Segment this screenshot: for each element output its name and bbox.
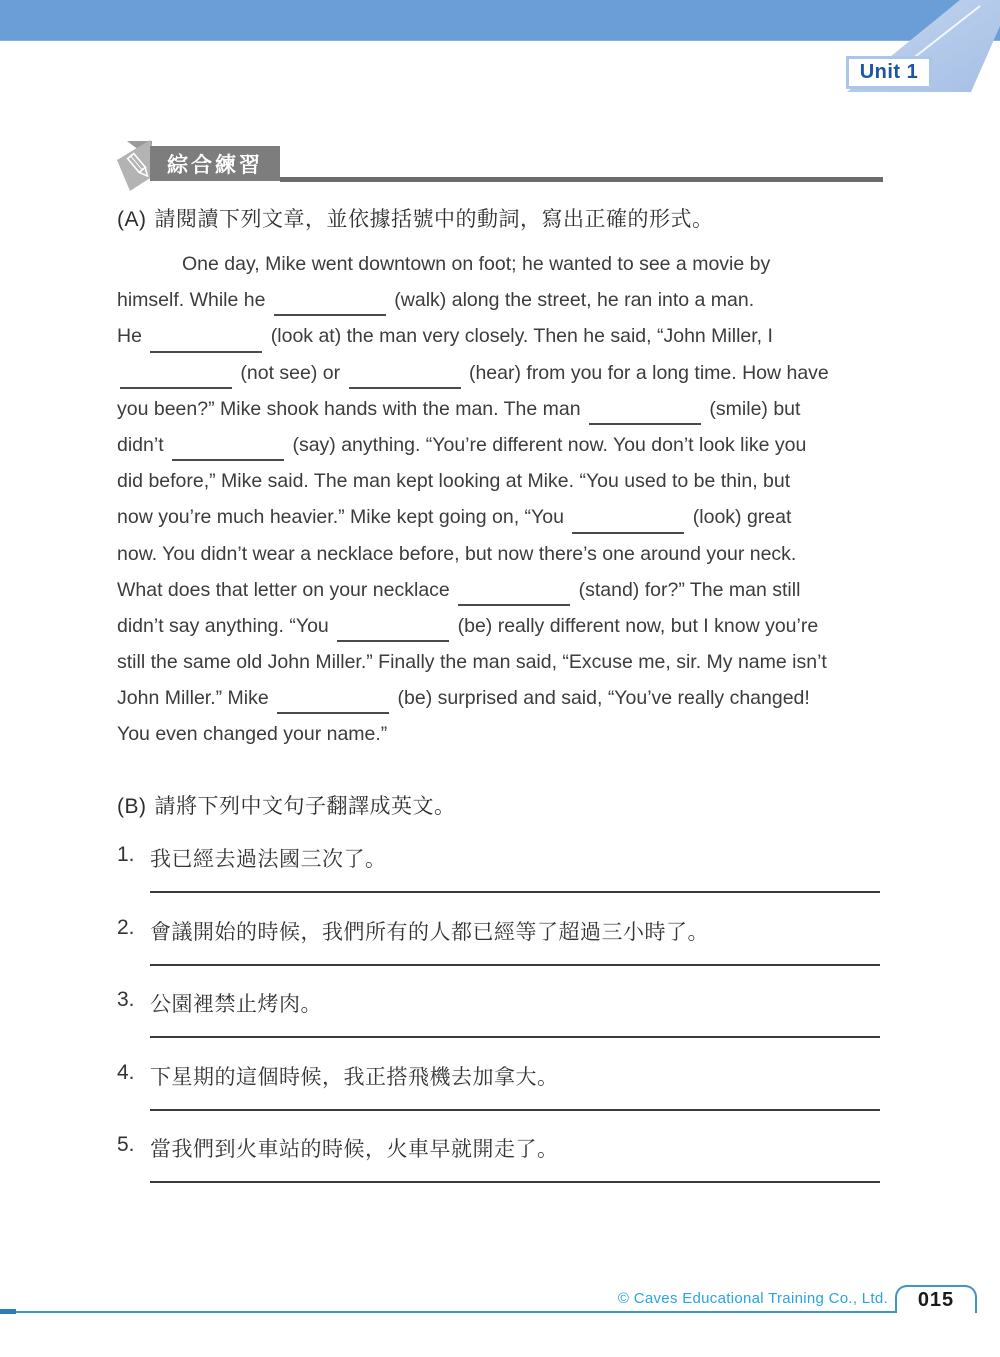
- fill-in-blank: [349, 367, 461, 389]
- answer-line: [150, 891, 880, 893]
- answer-line: [150, 1036, 880, 1038]
- answer-line: [150, 964, 880, 966]
- translation-item: [117, 843, 882, 916]
- item-number: 4.: [117, 1060, 135, 1084]
- item-text: 下星期的這個時候，我正搭飛機去加拿大。: [150, 1065, 559, 1089]
- item-number: 1.: [117, 843, 135, 866]
- practice-badge: [150, 146, 280, 181]
- footer-rule: [0, 1311, 895, 1313]
- practice-badge-graphic: [0, 0, 300, 220]
- item-text: 當我們到火車站的時候，火車早就開走了。: [150, 1138, 559, 1161]
- translation-item: [117, 988, 882, 1061]
- page-number: 015: [917, 1288, 955, 1311]
- fill-in-blank: [274, 295, 386, 317]
- passage-line: still the same old John Miller.” Finally the man said, “Excuse me, sir. My name isn’t: [117, 651, 827, 674]
- fill-in-blank: [172, 440, 284, 462]
- passage-line: now. You didn’t wear a necklace before, but now there’s one around your neck.: [117, 542, 797, 565]
- fill-in-blank: [572, 512, 684, 534]
- passage: [117, 246, 887, 753]
- fill-in-blank: [120, 367, 232, 389]
- translation-item: [117, 916, 882, 989]
- copyright-text: © Caves Educational Training Co., Ltd.: [617, 1290, 888, 1307]
- answer-line: [150, 1109, 880, 1111]
- passage-line: What does that letter on your necklace (stand) for?” The man still: [117, 572, 887, 608]
- passage-line: now you’re much heavier.” Mike kept going on, “You (look) great: [117, 499, 887, 535]
- passage-line: didn’t (say) anything. “You’re different now. You don’t look like you: [117, 427, 887, 463]
- item-number: 5.: [117, 1133, 135, 1156]
- passage-line: did before,” Mike said. The man kept looking at Mike. “You used to be thin, but: [117, 470, 791, 493]
- passage-line: didn’t say anything. “You (be) really different now, but I know you’re: [117, 608, 887, 644]
- section-b-instruction: 請將下列中文句子翻譯成英文。: [154, 795, 456, 818]
- passage-line: John Miller.” Mike (be) surprised and said, “You’ve really changed!: [117, 680, 887, 716]
- passage-line: He (look at) the man very closely. Then he said, “John Miller, I: [117, 318, 887, 354]
- item-text: 公園裡禁止烤肉。: [150, 993, 322, 1016]
- section-b-label: (B): [117, 795, 147, 818]
- section-a-label: (A): [117, 208, 147, 231]
- passage-line: You even changed your name.”: [117, 723, 388, 746]
- translation-item: [117, 1133, 882, 1206]
- practice-badge-title: 綜合練習: [167, 153, 263, 177]
- section-a-instruction: 請閱讀下列文章，並依據括號中的動詞，寫出正確的形式。: [154, 208, 714, 231]
- unit-tab-label: Unit 1: [859, 61, 919, 83]
- item-number: 2.: [117, 915, 135, 939]
- fill-in-blank: [589, 403, 701, 425]
- passage-line: (not see) or (hear) from you for a long time. How have: [117, 355, 887, 391]
- translation-item: [117, 1061, 882, 1134]
- fill-in-blank: [277, 693, 389, 715]
- unit-tab: [846, 56, 932, 89]
- passage-line: One day, Mike went downtown on foot; he wanted to see a movie by: [182, 253, 771, 275]
- header-rule: [280, 177, 883, 182]
- item-text: 會議開始的時候，我們所有的人都已經等了超過三小時了。: [150, 920, 709, 944]
- section-b-heading: [117, 790, 456, 820]
- fill-in-blank: [337, 621, 449, 643]
- passage-line: himself. While he (walk) along the street, he ran into a man.: [117, 282, 887, 318]
- answer-line: [150, 1181, 880, 1183]
- item-number: 3.: [117, 988, 135, 1011]
- translation-list: [117, 843, 882, 1206]
- fill-in-blank: [458, 584, 570, 606]
- section-a-heading: [117, 203, 714, 233]
- footer-rule-stub: [0, 1309, 16, 1314]
- page-number-tab: [895, 1285, 977, 1313]
- passage-line: you been?” Mike shook hands with the man. The man (smile) but: [117, 391, 887, 427]
- item-text: 我已經去過法國三次了。: [150, 848, 387, 871]
- fill-in-blank: [150, 331, 262, 353]
